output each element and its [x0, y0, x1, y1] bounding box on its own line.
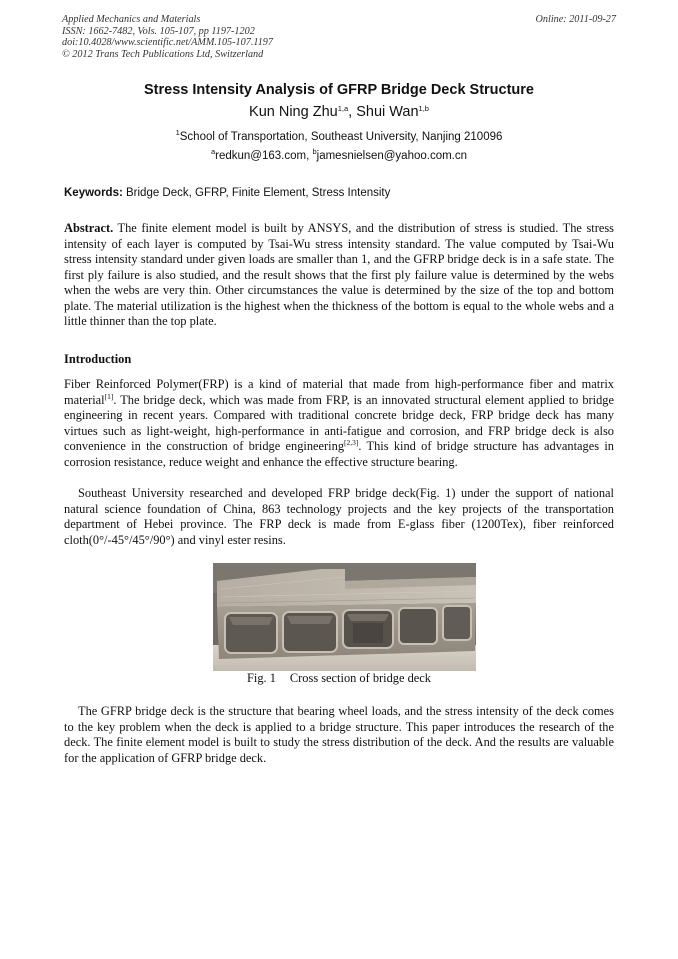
- author-1-superscript: 1,a: [337, 104, 349, 113]
- author-2-superscript: 1,b: [418, 104, 429, 113]
- keywords-label: Keywords:: [64, 187, 123, 199]
- bridge-deck-photo: [213, 563, 476, 671]
- citation-2: [2,3]: [344, 438, 359, 447]
- abstract: [64, 221, 614, 330]
- affiliation-text: School of Transportation, Southeast University, Nanjing 210096: [179, 131, 503, 143]
- author-2: Shui Wan: [356, 104, 419, 120]
- citation-1: [1]: [104, 391, 114, 401]
- intro-p1-part-c: . This kind of bridge structure has advantages in corrosion resistance, reduce weight and enhance the effective structure bearing.: [64, 439, 614, 469]
- intro-p1-part-b: . The bridge deck, which was made from FRP, is an innovated structural element applied to bridge engineering in recent years. Compared with traditional concrete bridge deck, FRP bridge deck has many virtues such as light-weight, high-performance in anti-fatigue and corrosion, and FRP bridge deck is also convenience in the construction of bridge engineering: [64, 392, 614, 453]
- affiliation-superscript: 1: [175, 128, 180, 137]
- section-heading-introduction: Introduction: [64, 352, 132, 366]
- figure-label: Fig. 1: [246, 671, 276, 685]
- email-separator: ,: [306, 150, 313, 162]
- intro-p1-part-a: Fiber Reinforced Polymer(FRP) is a kind of material that made from high-performance fiber and matrix material: [64, 377, 614, 407]
- doi-line: doi:10.4028/www.scientific.net/AMM.105-107.1197: [62, 37, 273, 48]
- issn-line: ISSN: 1662-7482, Vols. 105-107, pp 1197-1202: [62, 25, 255, 37]
- keywords-text: Bridge Deck, GFRP, Finite Element, Stress Intensity: [122, 187, 391, 199]
- author-1: Kun Ning Zhu: [249, 104, 338, 120]
- journal-header: [62, 14, 273, 60]
- email-a: redkun@163.com: [215, 150, 307, 162]
- keywords: [64, 187, 390, 199]
- online-date: Online: 2011-09-27: [535, 14, 616, 25]
- abstract-text: The finite element model is built by ANSYS, and the distribution of stress is studied. The stress intensity of each layer is computed by Tsai-Wu stress intensity standard. The value computed by Tsai-Wu stress intensity standard under given loads are smaller than 1, and the GFRP bridge deck is in a safe state. The first ply failure is also studied, and the result shows that the first ply failure value is determined by the webs when the webs are very thin. Other circumstances the value is determined by the size of the top and bottom plate. The material utilization is the highest when the thickness of the bottom is equal to the whole webs and a little thinner than the top plate.: [64, 221, 614, 328]
- email-line: [0, 147, 678, 162]
- abstract-label: Abstract.: [64, 221, 114, 235]
- email-a-superscript: a: [210, 147, 216, 156]
- copyright-line: © 2012 Trans Tech Publications Ltd, Switzerland: [62, 48, 264, 60]
- email-b: jamesnielsen@yahoo.com.cn: [316, 150, 468, 162]
- author-separator: ,: [348, 104, 357, 120]
- paper-title: Stress Intensity Analysis of GFRP Bridge Deck Structure: [143, 82, 534, 98]
- intro-paragraph-2: Southeast University researched and developed FRP bridge deck(Fig. 1) under the support of national natural science foundation of China, 863 technology projects and the key projects of the transportation department of Hebei province. The FRP deck is made from E-glass fiber (1200Tex), fiber reinforced cloth(0°/-45°/45°/90°) and vinyl ester resins.: [64, 486, 614, 547]
- affiliation: [0, 128, 678, 143]
- email-b-superscript: b: [312, 147, 317, 156]
- figure-caption: [0, 671, 678, 686]
- intro-paragraph-1: [64, 377, 614, 470]
- figure-caption-text: Cross section of bridge deck: [289, 671, 431, 685]
- journal-name: Applied Mechanics and Materials: [62, 14, 201, 25]
- intro-paragraph-3: The GFRP bridge deck is the structure that bearing wheel loads, and the stress intensity of the deck comes to the key problem when the deck is applied to a bridge structure. This paper introduces the research of the deck. The finite element model is built to study the stress distribution of the deck. And the results are valuable for the application of GFRP bridge deck.: [64, 704, 614, 765]
- author-line: [0, 104, 678, 120]
